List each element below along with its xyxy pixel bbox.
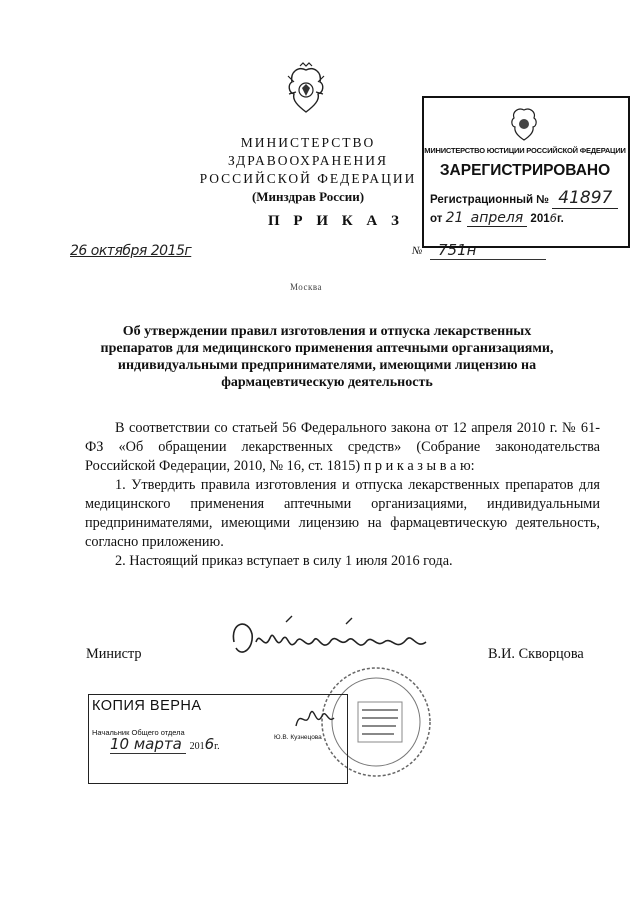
document-type: П Р И К А З — [268, 213, 404, 229]
copy-year-suffix: 6 — [204, 735, 215, 753]
signatory-position: Министр — [86, 646, 142, 662]
copy-stamp-signer: Ю.В. Кузнецова — [274, 734, 322, 741]
body-paragraph-1: В соответствии со статьей 56 Федерального закона от 12 апреля 2010 г. № 61-ФЗ «Об обращении лекарственных средств» (Собрание законодательства Российской Федерации, 2010, № 16, ст. 1815) п р и к а з ы в а ю: — [85, 420, 600, 474]
stamp-ministry: МИНИСТЕРСТВО ЮСТИЦИИ РОССИЙСКОЙ ФЕДЕРАЦИИ — [424, 146, 626, 155]
order-body — [85, 419, 600, 571]
number-label: № — [412, 245, 423, 257]
copy-date-suffix: г. — [214, 741, 220, 752]
copy-year-prefix: 201 — [189, 741, 205, 752]
coat-of-arms-emblem — [284, 62, 328, 118]
minister-signature — [226, 612, 440, 668]
order-number-handwritten: 751н — [430, 241, 546, 260]
copy-stamp-role: Начальник Общего отдела — [92, 728, 185, 737]
stamp-registered-title: ЗАРЕГИСТРИРОВАНО — [439, 162, 611, 179]
signatory-name: В.И. Скворцова — [488, 646, 584, 662]
stamp-emblem-icon — [508, 104, 540, 144]
copy-date-hand: 10 марта — [110, 735, 186, 754]
ministry-name-line1: МИНИСТЕРСТВО ЗДРАВООХРАНЕНИЯ — [228, 135, 388, 168]
stamp-reg-number: 41897 — [552, 188, 618, 209]
ministry-header — [168, 134, 448, 206]
ministry-name-line2: РОССИЙСКОЙ ФЕДЕРАЦИИ — [199, 171, 417, 186]
ministry-short-name: (Минздрав России) — [251, 189, 365, 204]
stamp-date-suffix: г. — [556, 213, 564, 225]
copy-stamp-title: КОПИЯ ВЕРНА — [92, 698, 202, 714]
copy-date-line — [110, 735, 220, 754]
stamp-date-day: 21 — [445, 210, 464, 226]
stamp-date-month: апреля — [467, 210, 528, 227]
stamp-date-prefix: от — [430, 213, 443, 225]
order-title: Об утверждении правил изготовления и отпуска лекарственных препаратов для медицинского применения аптечными организациями, индивидуальными предпринимателями, имеющими лицензию на фармацевтическую деятельность — [100, 324, 554, 390]
city: Москва — [290, 282, 322, 292]
order-date-handwritten: 26 октября 2015г — [70, 243, 192, 259]
stamp-reg-label: Регистрационный № — [430, 194, 550, 206]
body-paragraph-2: 1. Утвердить правила изготовления и отпуска лекарственных препаратов для медицинского применения аптечными организациями, индивидуальными предпринимателями, имеющими лицензию на фармацевтическую деятельность, согласно приложению. — [85, 477, 600, 550]
stamp-date-line — [430, 210, 564, 226]
stamp-reg-number-line — [430, 188, 618, 208]
body-paragraph-3: 2. Настоящий приказ вступает в силу 1 июля 2016 года. — [115, 553, 453, 569]
copy-signature — [292, 700, 336, 734]
stamp-date-year-prefix: 201 — [530, 213, 550, 225]
stamp-date-year-suffix: 6 — [549, 211, 557, 225]
